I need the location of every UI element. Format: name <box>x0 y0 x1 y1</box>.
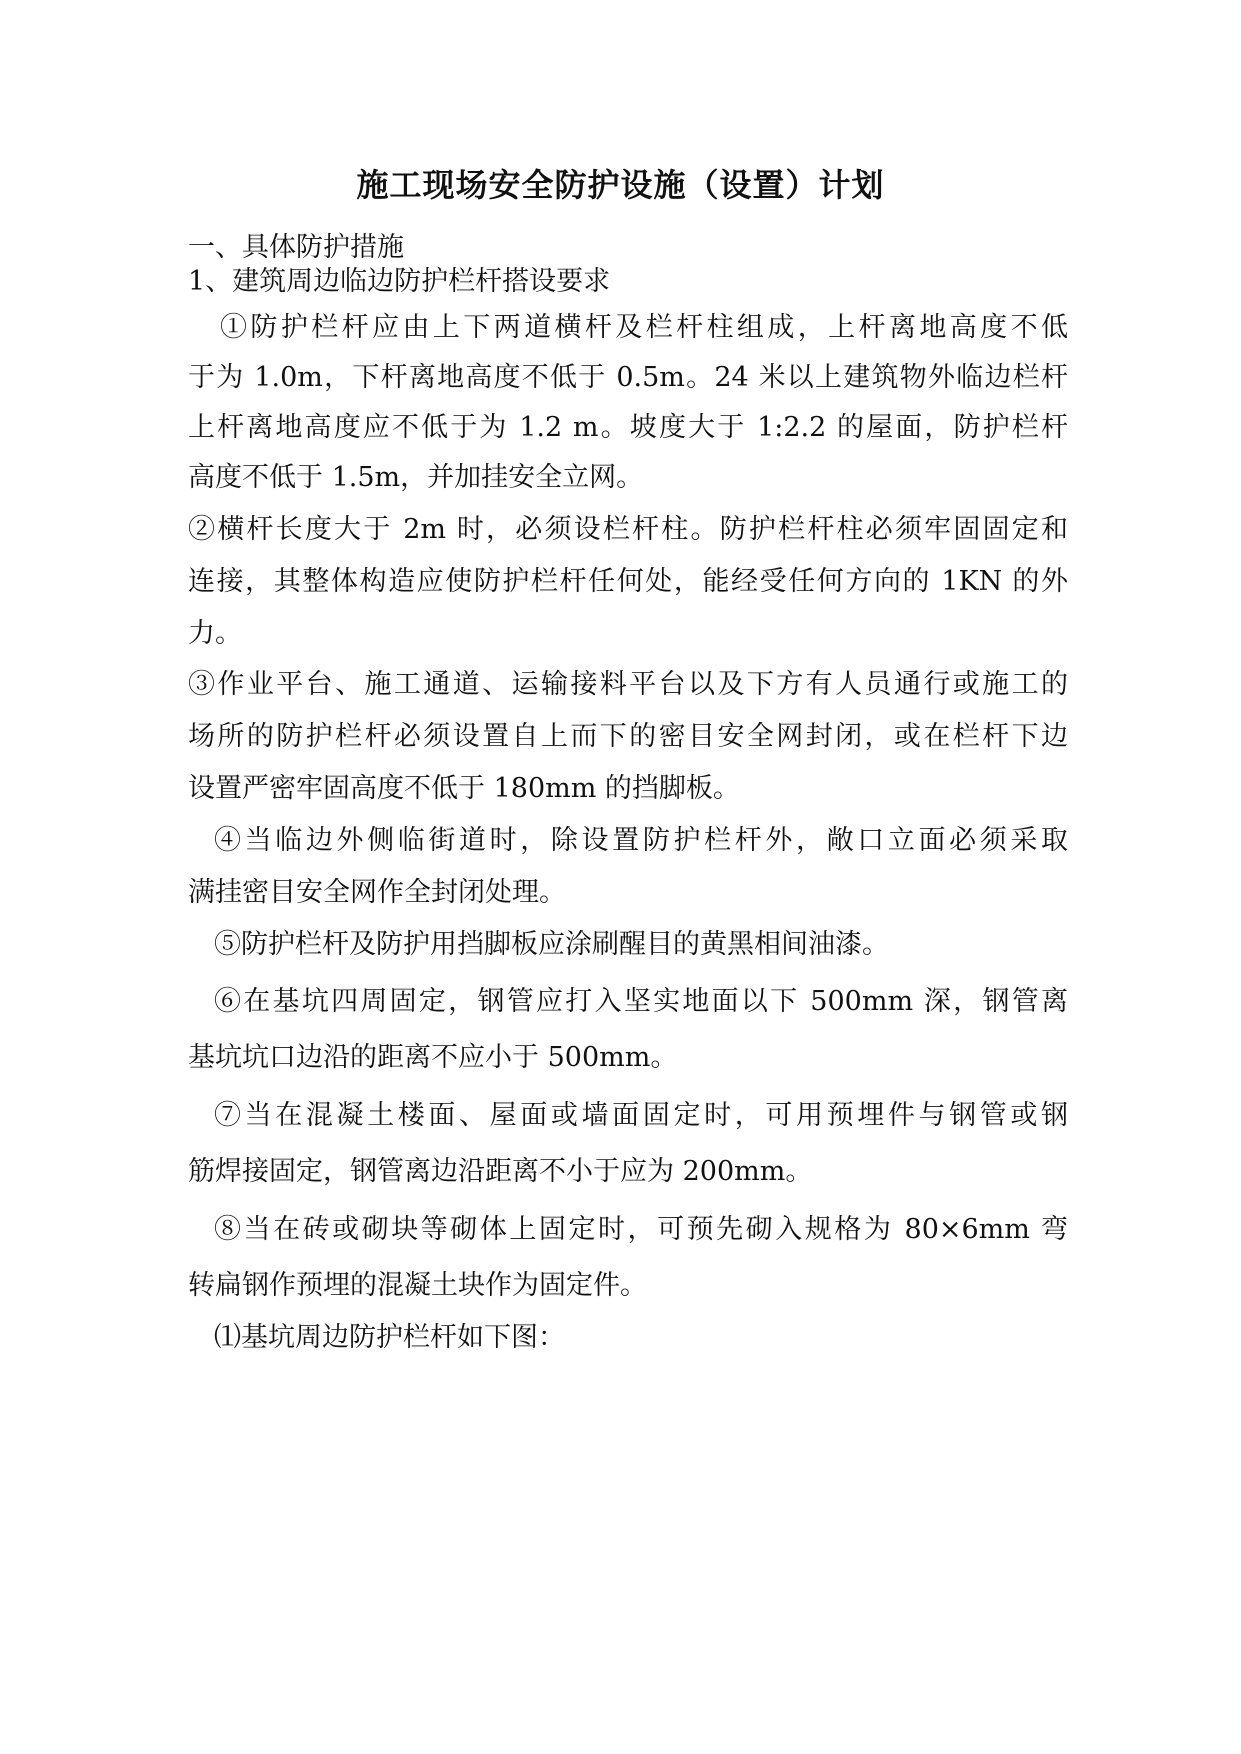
paragraph-line: ⑧当在砖或砌块等砌体上固定时，可预先砌入规格为 80×6mm 弯 <box>214 1214 1068 1245</box>
paragraph-line: 转扁钢作预埋的混凝土块作为固定件。 <box>188 1270 647 1301</box>
figure-caption: ⑴基坑周边防护栏杆如下图： <box>214 1322 565 1353</box>
paragraph-line: 设置严密牢固高度不低于 180mm 的挡脚板。 <box>188 773 740 804</box>
paragraph-line: ③作业平台、施工通道、运输接料平台以及下方有人员通行或施工的 <box>188 669 1068 700</box>
paragraph-line: 上杆离地高度应不低于为 1.2 m。坡度大于 1:2.2 的屋面，防护栏杆 <box>188 412 1068 443</box>
paragraph-line: 连接，其整体构造应使防护栏杆任何处，能经受任何方向的 1KN 的外 <box>188 566 1068 597</box>
paragraph-line: 场所的防护栏杆必须设置自上而下的密目安全网封闭，或在栏杆下边 <box>188 721 1068 752</box>
paragraph-line: ④当临边外侧临街道时，除设置防护栏杆外，敞口立面必须采取 <box>214 825 1068 856</box>
paragraph-line: ⑥在基坑四周固定，钢管应打入坚实地面以下 500mm 深，钢管离 <box>214 986 1068 1017</box>
section-heading: 一、具体防护措施 <box>188 232 404 263</box>
paragraph-line: 力。 <box>188 618 242 649</box>
paragraph-line: 基坑坑口边沿的距离不应小于 500mm。 <box>188 1042 678 1073</box>
paragraph-line: 高度不低于 1.5m，并加挂安全立网。 <box>188 462 644 493</box>
paragraph-line: ②横杆长度大于 2m 时，必须设栏杆柱。防护栏杆柱必须牢固固定和 <box>188 514 1068 545</box>
subsection-heading: 1、建筑周边临边防护栏杆搭设要求 <box>188 266 611 297</box>
paragraph-line: 满挂密目安全网作全封闭处理。 <box>188 877 566 908</box>
paragraph-line: ⑦当在混凝土楼面、屋面或墙面固定时，可用预埋件与钢管或钢 <box>214 1100 1068 1131</box>
paragraph-line: ①防护栏杆应由上下两道横杆及栏杆柱组成，上杆离地高度不低 <box>220 312 1068 343</box>
paragraph-line: 于为 1.0m，下杆离地高度不低于 0.5m。24 米以上建筑物外临边栏杆 <box>188 362 1068 393</box>
document-title: 施工现场安全防护设施（设置）计划 <box>356 166 885 204</box>
paragraph-line: ⑤防护栏杆及防护用挡脚板应涂刷醒目的黄黑相间油漆。 <box>214 929 889 960</box>
paragraph-line: 筋焊接固定，钢管离边沿距离不小于应为 200mm。 <box>188 1156 813 1187</box>
